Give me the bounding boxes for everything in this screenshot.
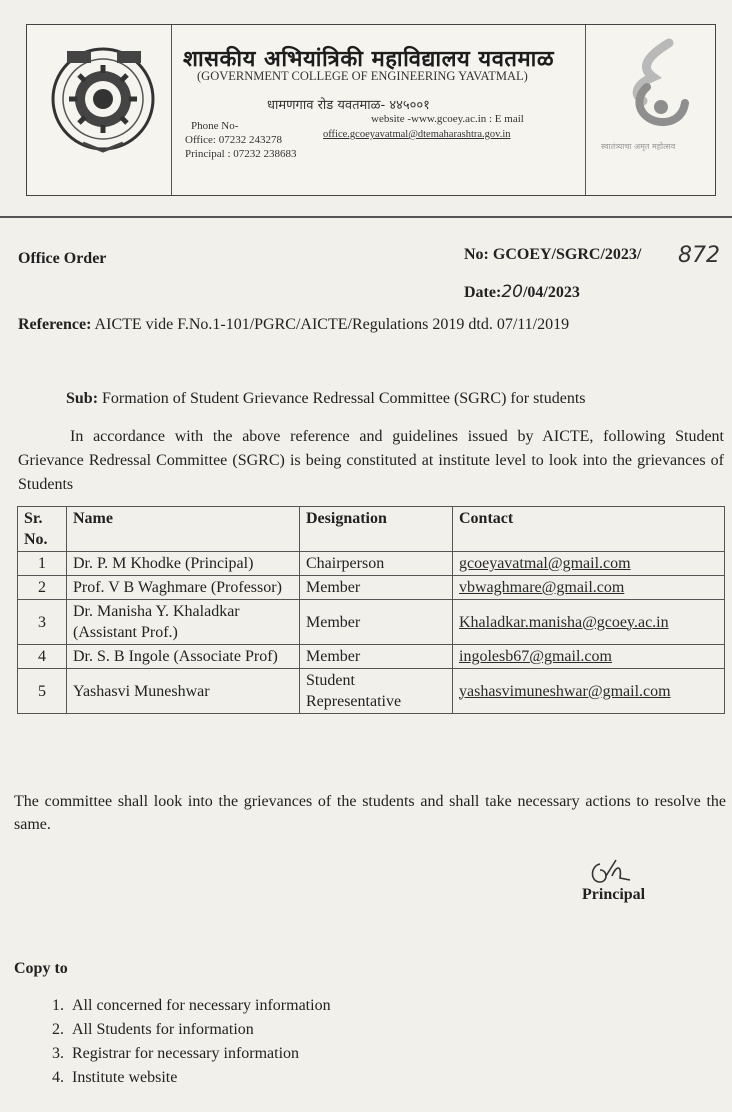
emblem-caption: स्वातंत्र्याचा अमृत महोत्सव <box>601 142 676 151</box>
row-name: Dr. S. B Ingole (Associate Prof) <box>67 645 300 669</box>
row-contact-email[interactable]: vbwaghmare@gmail.com <box>453 576 725 600</box>
reference-label: Reference: <box>18 316 92 333</box>
row-designation: Member <box>300 645 453 669</box>
letterhead-divider-right <box>585 25 586 195</box>
row-name: Dr. P. M Khodke (Principal) <box>67 552 300 576</box>
header-name: Name <box>67 507 300 552</box>
row-designation: Chairperson <box>300 552 453 576</box>
row-contact-email[interactable]: yashasvimuneshwar@gmail.com <box>453 669 725 714</box>
order-date <box>464 282 580 302</box>
row-sr: 5 <box>18 669 67 714</box>
table-row <box>18 576 725 600</box>
email-link[interactable]: office.gcoeyavatmal@dtemaharashtra.gov.in <box>323 129 511 140</box>
copy-to-heading: Copy to <box>14 960 68 977</box>
office-phone: Office: 07232 243278 <box>185 134 282 146</box>
row-contact-email[interactable]: Khaladkar.manisha@gcoey.ac.in <box>453 600 725 645</box>
row-designation: Member <box>300 600 453 645</box>
header-designation: Designation <box>300 507 453 552</box>
signatory-title: Principal <box>582 886 646 903</box>
subject-label: Sub: <box>66 390 99 407</box>
reference-text: AICTE vide F.No.1-101/PGRC/AICTE/Regulations 2019 dtd. 07/11/2019 <box>91 316 570 333</box>
list-item: 1. All concerned for necessary information <box>68 994 331 1018</box>
list-item: 3. Registrar for necessary information <box>68 1042 331 1066</box>
college-logo-icon <box>47 43 159 155</box>
committee-table <box>17 506 725 714</box>
row-contact-email[interactable]: ingolesb67@gmail.com <box>453 645 725 669</box>
row-sr: 2 <box>18 576 67 600</box>
principal-phone: Principal : 07232 238683 <box>185 148 297 160</box>
row-name: Yashasvi Muneshwar <box>67 669 300 714</box>
list-item: 2. All Students for information <box>68 1018 331 1042</box>
header-rule <box>0 216 732 218</box>
row-name: Dr. Manisha Y. Khaladkar (Assistant Prof.) <box>67 600 300 645</box>
order-number-handwritten: 872 <box>678 243 720 268</box>
date-label: Date: <box>464 284 502 301</box>
list-item: 4. Institute website <box>68 1066 331 1090</box>
subject-line <box>66 390 586 408</box>
table-row <box>18 669 725 714</box>
table-row <box>18 600 725 645</box>
table-header-row <box>18 507 725 552</box>
row-sr: 4 <box>18 645 67 669</box>
phone-label: Phone No- <box>191 120 239 132</box>
row-designation: Student Representative <box>300 669 453 714</box>
header-sr-no: Sr. No. <box>18 507 67 552</box>
header-contact: Contact <box>453 507 725 552</box>
college-title-english: (GOVERNMENT COLLEGE OF ENGINEERING YAVATMAL) <box>197 69 528 83</box>
closing-paragraph: The committee shall look into the grievances of the students and shall take necessary actions to resolve the same. <box>14 793 726 833</box>
amrit-mahotsav-emblem-icon <box>609 37 703 137</box>
row-designation: Member <box>300 576 453 600</box>
date-rest: /04/2023 <box>522 284 580 301</box>
copy-to-list <box>14 994 331 1090</box>
intro-paragraph-text: In accordance with the above reference and guidelines issued by AICTE, following Student Grievance Redressal Committee (SGRC) is being constituted at institute level to look into the grievances of Students <box>18 428 724 493</box>
row-name: Prof. V B Waghmare (Professor) <box>67 576 300 600</box>
letterhead-divider-left <box>171 25 172 195</box>
letterhead <box>26 24 716 196</box>
subject-text: Formation of Student Grievance Redressal Committee (SGRC) for students <box>98 390 586 407</box>
website-text: website -www.gcoey.ac.in : E mail <box>371 113 524 125</box>
college-address-hindi: धामणगाव रोड यवतमाळ- ४४५००१ <box>267 98 430 113</box>
office-order-heading: Office Order <box>18 250 107 267</box>
row-contact-email[interactable]: gcoeyavatmal@gmail.com <box>453 552 725 576</box>
row-sr: 3 <box>18 600 67 645</box>
intro-paragraph <box>18 425 724 497</box>
table-row <box>18 645 725 669</box>
order-number: No: GCOEY/SGRC/2023/ <box>464 246 642 263</box>
college-title-hindi: शासकीय अभियांत्रिकी महाविद्यालय यवतमाळ <box>183 47 555 72</box>
reference-line <box>18 316 569 334</box>
date-handwritten: 20 <box>501 282 523 302</box>
table-row <box>18 552 725 576</box>
row-sr: 1 <box>18 552 67 576</box>
